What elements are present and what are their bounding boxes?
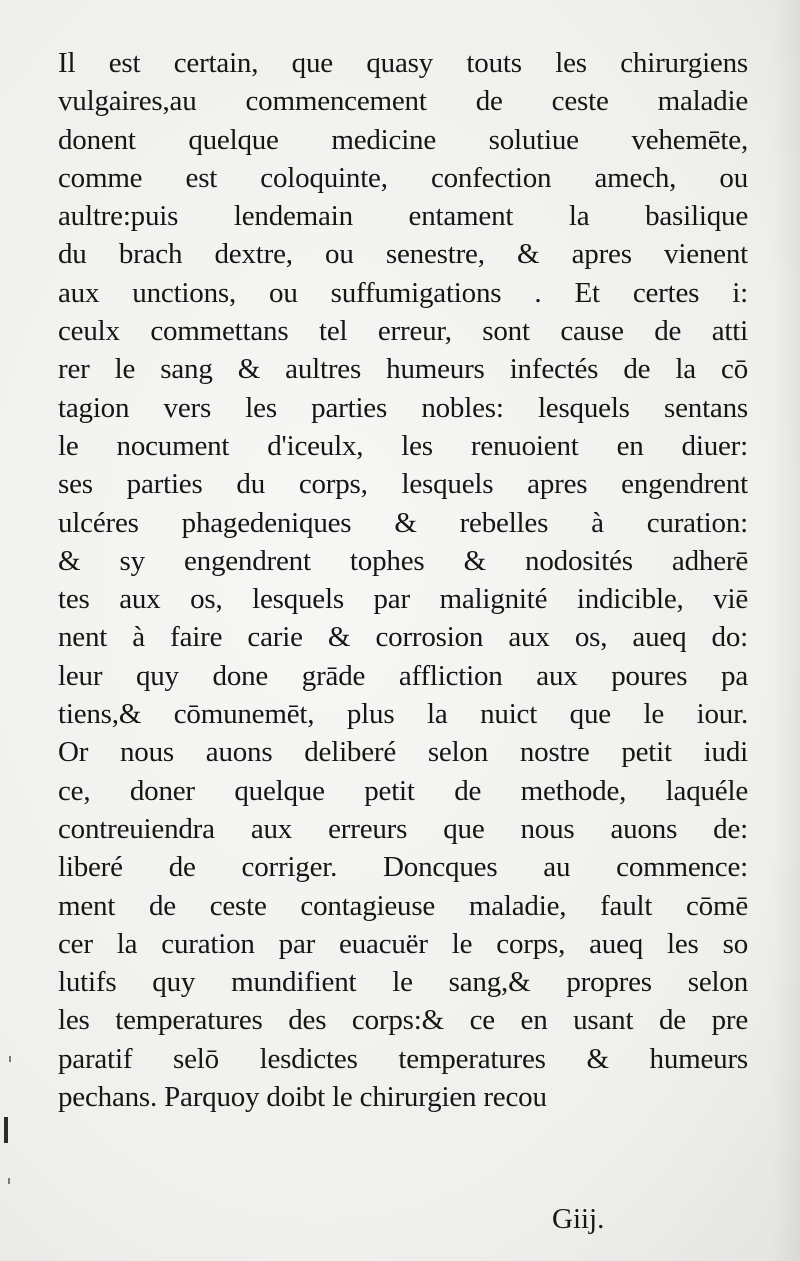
text-line-27: paratif selō lesdictes temperatures & humeurs xyxy=(58,1042,748,1075)
text-line-4: comme est coloquinte, confection amech, ou xyxy=(58,161,748,194)
text-line-20: ce, doner quelque petit de methode, laquéle xyxy=(58,774,748,807)
text-line-1: Il est certain, que quasy touts les chirurgiens xyxy=(58,47,748,79)
text-line-22: liberé de corriger. Doncques au commence: xyxy=(58,851,748,884)
margin-ink-mark xyxy=(8,1178,10,1184)
signature-mark: Giij. xyxy=(552,1203,605,1235)
text-line-25: lutifs quy mundifient le sang,& propres selon xyxy=(58,966,748,999)
text-line-13: ulcéres phagedeniques & rebelles à curation: xyxy=(58,506,748,539)
body-text xyxy=(58,44,748,1116)
margin-ink-mark xyxy=(9,1056,11,1062)
text-line-17: leur quy done grāde affliction aux poures pa xyxy=(58,659,748,692)
text-line-9: rer le sang & aultres humeurs infectés de la cō xyxy=(58,353,748,386)
text-line-15: tes aux os, lesquels par malignité indicible, viē xyxy=(58,583,748,616)
text-line-23: ment de ceste contagieuse maladie, fault cōmē xyxy=(58,889,748,922)
text-line-28: pechans. Parquoy doibt le chirurgien recou xyxy=(58,1081,547,1114)
text-line-5: aultre:puis lendemain entament la basilique xyxy=(58,200,748,233)
text-line-24: cer la curation par euacuër le corps, aueq les so xyxy=(58,927,748,960)
margin-ink-mark xyxy=(4,1117,8,1143)
text-line-14: & sy engendrent tophes & nodosités adherē xyxy=(58,544,748,577)
text-line-12: ses parties du corps, lesquels apres engendrent xyxy=(58,468,748,501)
text-line-6: du brach dextre, ou senestre, & apres vienent xyxy=(58,238,748,271)
text-line-19: Or nous auons deliberé selon nostre petit iudi xyxy=(58,736,748,769)
text-line-16: nent à faire carie & corrosion aux os, aueq do: xyxy=(58,621,748,654)
text-line-3: donent quelque medicine solutiue vehemēte, xyxy=(58,123,748,156)
text-line-11: le nocument d'iceulx, les renuoient en diuer: xyxy=(58,429,748,462)
text-line-26: les temperatures des corps:& ce en usant de pre xyxy=(58,1004,748,1037)
text-line-10: tagion vers les parties nobles: lesquels sentans xyxy=(58,391,748,424)
text-line-8: ceulx commettans tel erreur, sont cause de atti xyxy=(58,315,748,348)
text-line-2: vulgaires,au commencement de ceste maladie xyxy=(58,85,748,118)
text-line-21: contreuiendra aux erreurs que nous auons de: xyxy=(58,812,748,845)
text-line-7: aux unctions, ou suffumigations . Et certes i: xyxy=(58,276,748,309)
page-edge-shadow xyxy=(772,0,800,1261)
text-line-18: tiens,& cōmunemēt, plus la nuict que le iour. xyxy=(58,698,748,731)
